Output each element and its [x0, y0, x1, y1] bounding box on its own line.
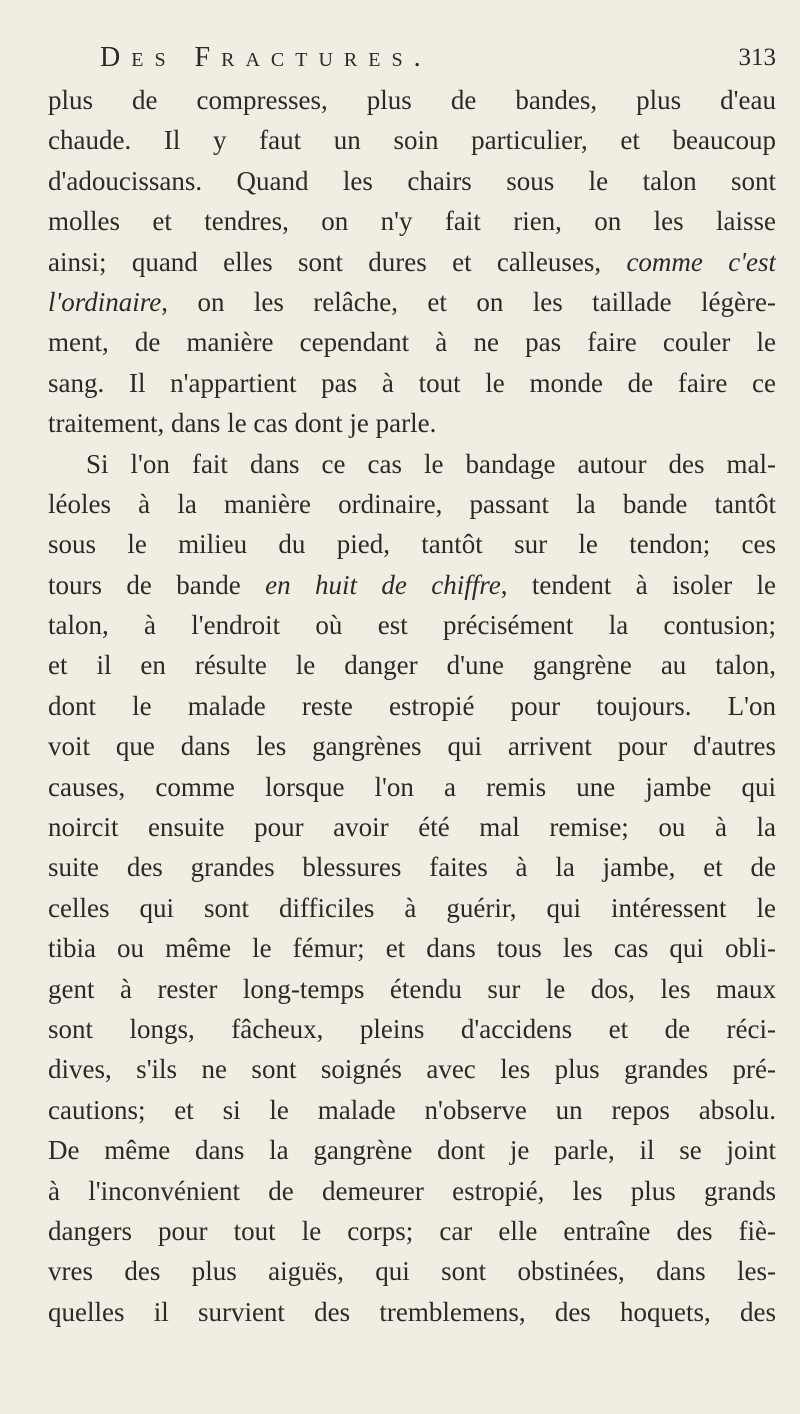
text-segment: talon, à l'endroit où est précisément la contusion;: [48, 610, 776, 641]
text-line: [48, 444, 776, 484]
text-line: [48, 767, 776, 807]
text-segment: quelles il survient des tremblemens, des hoquets, des: [48, 1296, 776, 1327]
text-segment: chaude. Il y faut un soin particulier, et beaucoup: [48, 125, 776, 156]
text-line: [48, 120, 776, 160]
text-line: [48, 1049, 776, 1089]
text-segment: cautions; et si le malade n'observe un repos absolu.: [48, 1094, 776, 1125]
text-segment: d'adoucissans. Quand les chairs sous le talon sont: [48, 165, 776, 196]
text-segment: noircit ensuite pour avoir été mal remise; ou à la: [48, 812, 776, 843]
italic-phrase: en huit de chiffre: [265, 569, 501, 600]
text-segment: voit que dans les gangrènes qui arrivent pour d'autres: [48, 731, 776, 762]
text-segment: tours de bande: [48, 569, 266, 600]
running-title: Des Fractures.: [100, 42, 432, 73]
text-segment: gent à rester long-temps étendu sur le dos, les maux: [48, 973, 776, 1004]
text-line: [48, 201, 776, 241]
text-segment: sont longs, fâcheux, pleins d'accidens et de réci-: [48, 1013, 776, 1044]
text-segment: dont le malade reste estropié pour toujours. L'on: [48, 690, 776, 721]
text-segment: léoles à la manière ordinaire, passant la bande tantôt: [48, 488, 776, 519]
text-line: [48, 1292, 776, 1332]
body-text: [48, 80, 776, 1332]
text-segment: sang. Il n'appartient pas à tout le monde de faire ce: [48, 367, 776, 398]
text-line: [48, 1009, 776, 1049]
text-segment: celles qui sont difficiles à guérir, qui intéressent le: [48, 892, 776, 923]
text-line: [48, 726, 776, 766]
text-line: [48, 565, 776, 605]
text-segment: ainsi; quand elles sont dures et calleuses,: [48, 246, 627, 277]
text-segment: et il en résulte le danger d'une gangrène au talon,: [48, 650, 776, 681]
text-segment: traitement, dans le cas dont je parle.: [48, 408, 437, 439]
text-segment: Si l'on fait dans ce cas le bandage autour des mal-: [86, 448, 776, 479]
text-line: [48, 605, 776, 645]
text-line: [48, 645, 776, 685]
text-line: [48, 484, 776, 524]
text-segment: à l'inconvénient de demeurer estropié, les plus grands: [48, 1175, 776, 1206]
text-line: [48, 1130, 776, 1170]
text-segment: plus de compresses, plus de bandes, plus d'eau: [48, 85, 776, 115]
page-number: 313: [738, 44, 776, 71]
text-line: [48, 282, 776, 322]
text-segment: vres des plus aiguës, qui sont obstinées, dans les-: [48, 1256, 776, 1287]
text-segment: , tendent à isoler le: [500, 569, 776, 600]
text-segment: ment, de manière cependant à ne pas faire couler le: [48, 327, 776, 358]
text-segment: sous le milieu du pied, tantôt sur le tendon; ces: [48, 529, 776, 560]
text-segment: causes, comme lorsque l'on a remis une jambe qui: [48, 771, 776, 802]
text-line: [48, 403, 776, 443]
text-segment: molles et tendres, on n'y fait rien, on les laisse: [48, 206, 776, 237]
text-line: [48, 928, 776, 968]
italic-phrase: comme c'est: [626, 246, 776, 277]
text-line: [48, 847, 776, 887]
italic-phrase: l'ordinaire: [48, 286, 162, 317]
text-segment: suite des grandes blessures faites à la jambe, et de: [48, 852, 776, 883]
text-line: [48, 363, 776, 403]
text-segment: dives, s'ils ne sont soignés avec les plus grandes pré-: [48, 1054, 776, 1085]
text-line: [48, 322, 776, 362]
text-line: [48, 242, 776, 282]
text-line: [48, 888, 776, 928]
text-line: [48, 524, 776, 564]
text-line: [48, 969, 776, 1009]
text-segment: De même dans la gangrène dont je parle, il se joint: [48, 1135, 776, 1166]
text-line: [48, 1251, 776, 1291]
text-segment: , on les relâche, et on les taillade légère-: [161, 286, 776, 317]
text-line: [48, 1211, 776, 1251]
text-line: [48, 1171, 776, 1211]
text-line: [48, 686, 776, 726]
text-segment: tibia ou même le fémur; et dans tous les cas qui obli-: [48, 933, 776, 964]
text-line: [48, 1090, 776, 1130]
text-line: [48, 80, 776, 120]
text-line: [48, 807, 776, 847]
text-line: [48, 161, 776, 201]
text-segment: dangers pour tout le corps; car elle entraîne des fiè-: [48, 1215, 776, 1246]
